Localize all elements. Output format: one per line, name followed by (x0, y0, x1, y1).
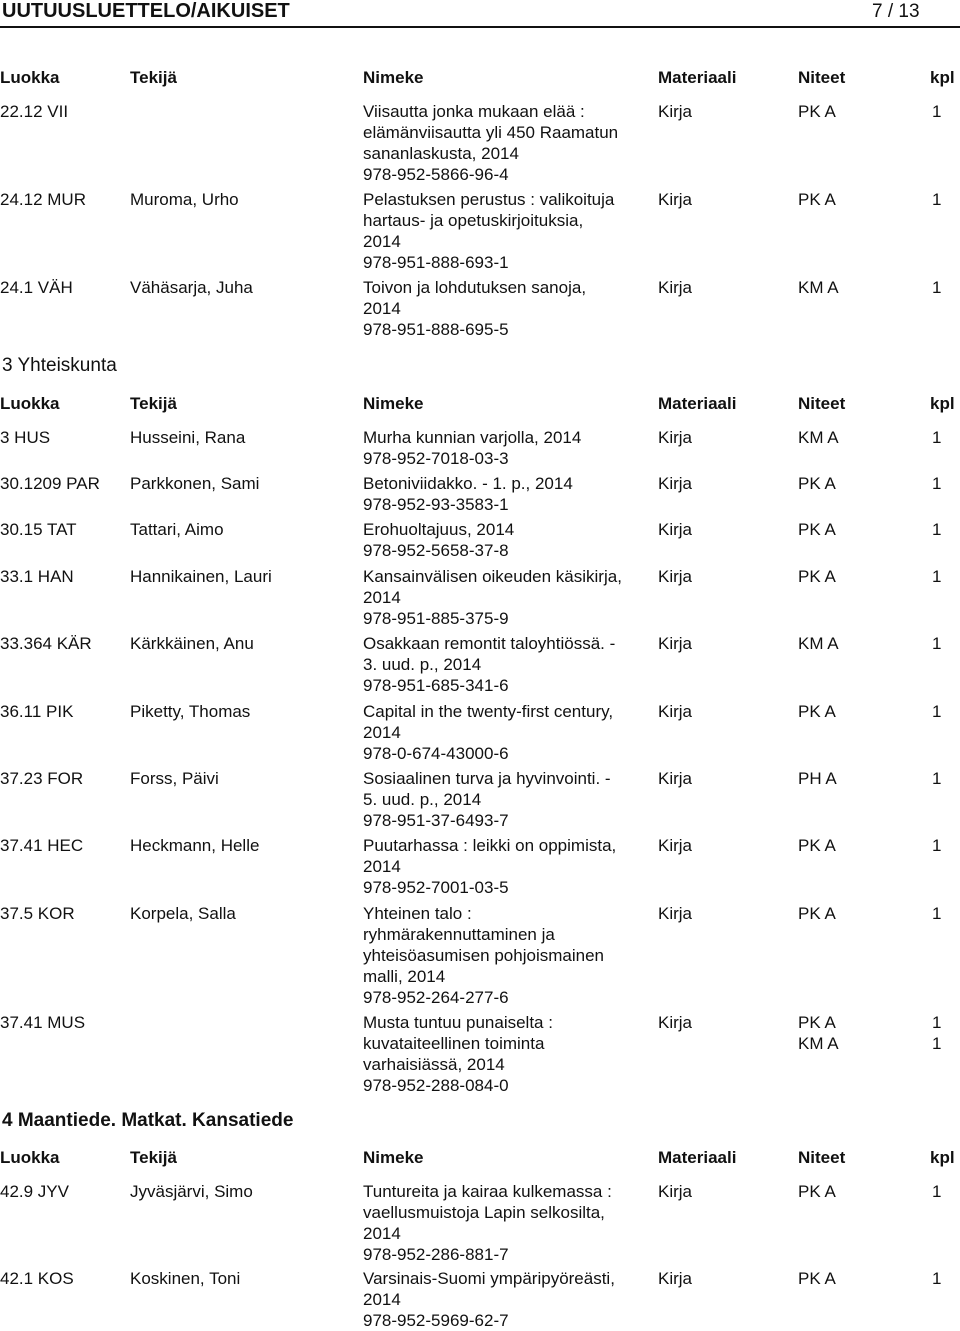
col-header-materiaali: Materiaali (658, 1148, 737, 1167)
row-niteet: PK A (798, 702, 836, 721)
row-kpl: 1 (932, 769, 942, 788)
row-nimeke: Capital in the twenty-first century, 2014 978-0-674-43000-6 (363, 702, 614, 763)
row-tekija: Husseini, Rana (130, 428, 246, 447)
row-kpl: 1 (932, 520, 942, 539)
row-luokka: 30.15 TAT (0, 520, 77, 539)
row-tekija: Koskinen, Toni (130, 1269, 241, 1288)
row-niteet: KM A (798, 634, 839, 653)
row-kpl: 1 (932, 190, 942, 209)
row-materiaali: Kirja (658, 474, 693, 493)
row-nimeke: Puutarhassa : leikki on oppimista, 2014 978-952-7001-03-5 (363, 836, 617, 897)
row-tekija: Parkkonen, Sami (130, 474, 260, 493)
row-materiaali: Kirja (658, 102, 693, 121)
row-niteet: PK A (798, 190, 836, 209)
row-niteet: PK A (798, 520, 836, 539)
row-nimeke: Murha kunnian varjolla, 2014 978-952-7018-03-3 (363, 428, 582, 468)
row-luokka: 37.41 HEC (0, 836, 84, 855)
row-tekija: Jyväsjärvi, Simo (130, 1182, 253, 1201)
col-header-kpl: kpl (930, 394, 955, 413)
row-nimeke: Kansainvälisen oikeuden käsikirja, 2014 978-951-885-375-9 (363, 567, 622, 628)
row-kpl: 1 (932, 1182, 942, 1201)
row-niteet: PK A (798, 904, 836, 923)
row-niteet: KM A (798, 278, 839, 297)
row-luokka: 37.5 KOR (0, 904, 75, 923)
section-title: 4 Maantiede. Matkat. Kansatiede (2, 1110, 294, 1131)
row-luokka: 36.11 PIK (0, 702, 74, 721)
row-luokka: 24.1 VÄH (0, 278, 73, 297)
row-materiaali: Kirja (658, 190, 693, 209)
row-kpl: 1 (932, 702, 942, 721)
row-materiaali: Kirja (658, 836, 693, 855)
row-tekija: Kärkkäinen, Anu (130, 634, 254, 653)
col-header-niteet: Niteet (798, 1148, 846, 1167)
col-header-tekija: Tekijä (130, 394, 177, 413)
row-materiaali: Kirja (658, 904, 693, 923)
row-luokka: 33.364 KÄR (0, 634, 92, 653)
row-luokka: 3 HUS (0, 428, 51, 447)
col-header-niteet: Niteet (798, 68, 846, 87)
row-nimeke: Toivon ja lohdutuksen sanoja, 2014 978-951-888-695-5 (363, 278, 587, 339)
row-materiaali: Kirja (658, 1013, 693, 1032)
row-luokka: 42.1 KOS (0, 1269, 74, 1288)
row-niteet: PK A (798, 474, 836, 493)
row-luokka: 30.1209 PAR (0, 474, 100, 493)
row-niteet: PK A (798, 567, 836, 586)
row-nimeke: Erohuoltajuus, 2014 978-952-5658-37-8 (363, 520, 515, 560)
row-materiaali: Kirja (658, 634, 693, 653)
row-nimeke: Osakkaan remontit taloyhtiössä. - 3. uud. p., 2014 978-951-685-341-6 (363, 634, 616, 695)
row-kpl: 1 (932, 904, 942, 923)
col-header-nimeke: Nimeke (363, 394, 424, 413)
row-nimeke: Viisautta jonka mukaan elää : elämänviisautta yli 450 Raamatun sananlaskusta, 2014 978-952-5866-96-4 (363, 102, 619, 184)
row-tekija: Piketty, Thomas (130, 702, 251, 721)
row-kpl: 1 (932, 836, 942, 855)
row-tekija: Muroma, Urho (130, 190, 239, 209)
row-luokka: 42.9 JYV (0, 1182, 69, 1201)
row-tekija: Hannikainen, Lauri (130, 567, 272, 586)
row-kpl: 1 (932, 1269, 942, 1288)
row-kpl: 1 (932, 1013, 942, 1032)
row-kpl: 1 (932, 278, 942, 297)
row-kpl-second: 1 (932, 1034, 942, 1053)
col-header-nimeke: Nimeke (363, 1148, 424, 1167)
row-luokka: 22.12 VII (0, 102, 69, 121)
col-header-tekija: Tekijä (130, 1148, 177, 1167)
row-niteet: PH A (798, 769, 837, 788)
row-kpl: 1 (932, 102, 942, 121)
row-nimeke: Betoniviidakko. - 1. p., 2014 978-952-93-3583-1 (363, 474, 573, 514)
col-header-materiaali: Materiaali (658, 68, 737, 87)
row-nimeke: Yhteinen talo : ryhmärakennuttaminen ja yhteisöasumisen pohjoismainen malli, 2014 978-952-264-277-6 (363, 904, 604, 1007)
row-luokka: 37.41 MUS (0, 1013, 86, 1032)
row-materiaali: Kirja (658, 520, 693, 539)
col-header-kpl: kpl (930, 68, 955, 87)
row-niteet: PK A (798, 102, 836, 121)
row-luokka: 33.1 HAN (0, 567, 74, 586)
row-niteet: PK A (798, 1013, 836, 1032)
row-tekija: Vähäsarja, Juha (130, 278, 253, 297)
row-materiaali: Kirja (658, 278, 693, 297)
page-title: UUTUUSLUETTELO/AIKUISET (2, 0, 290, 22)
page-number: 7 / 13 (872, 1, 920, 22)
header-divider (0, 26, 960, 28)
row-nimeke: Varsinais-Suomi ympäripyöreästi, 2014 978-952-5969-62-7 (363, 1269, 615, 1330)
row-niteet: PK A (798, 1182, 836, 1201)
row-materiaali: Kirja (658, 1269, 693, 1288)
row-kpl: 1 (932, 634, 942, 653)
row-tekija: Forss, Päivi (130, 769, 219, 788)
row-niteet: PK A (798, 836, 836, 855)
row-luokka: 24.12 MUR (0, 190, 86, 209)
col-header-materiaali: Materiaali (658, 394, 737, 413)
row-niteet: KM A (798, 428, 839, 447)
col-header-tekija: Tekijä (130, 68, 177, 87)
col-header-nimeke: Nimeke (363, 68, 424, 87)
row-nimeke: Pelastuksen perustus : valikoituja hartaus- ja opetuskirjoituksia, 2014 978-951-888-693-1 (363, 190, 615, 272)
row-materiaali: Kirja (658, 1182, 693, 1201)
col-header-niteet: Niteet (798, 394, 846, 413)
col-header-luokka: Luokka (0, 1148, 60, 1167)
row-niteet: PK A (798, 1269, 836, 1288)
col-header-kpl: kpl (930, 1148, 955, 1167)
row-kpl: 1 (932, 474, 942, 493)
row-kpl: 1 (932, 428, 942, 447)
row-materiaali: Kirja (658, 769, 693, 788)
row-niteet-second: KM A (798, 1034, 839, 1053)
row-tekija: Tattari, Aimo (130, 520, 224, 539)
row-materiaali: Kirja (658, 428, 693, 447)
row-nimeke: Musta tuntuu punaiselta : kuvataiteellinen toiminta varhaisiässä, 2014 978-952-288-084-0 (363, 1013, 553, 1095)
row-nimeke: Tuntureita ja kairaa kulkemassa : vaellusmuistoja Lapin selkosilta, 2014 978-952-286-881-7 (363, 1182, 612, 1264)
col-header-luokka: Luokka (0, 68, 60, 87)
section-title: 3 Yhteiskunta (2, 355, 117, 376)
row-materiaali: Kirja (658, 567, 693, 586)
row-nimeke: Sosiaalinen turva ja hyvinvointi. - 5. uud. p., 2014 978-951-37-6493-7 (363, 769, 611, 830)
row-luokka: 37.23 FOR (0, 769, 84, 788)
row-tekija: Heckmann, Helle (130, 836, 260, 855)
row-tekija: Korpela, Salla (130, 904, 236, 923)
row-materiaali: Kirja (658, 702, 693, 721)
col-header-luokka: Luokka (0, 394, 60, 413)
row-kpl: 1 (932, 567, 942, 586)
